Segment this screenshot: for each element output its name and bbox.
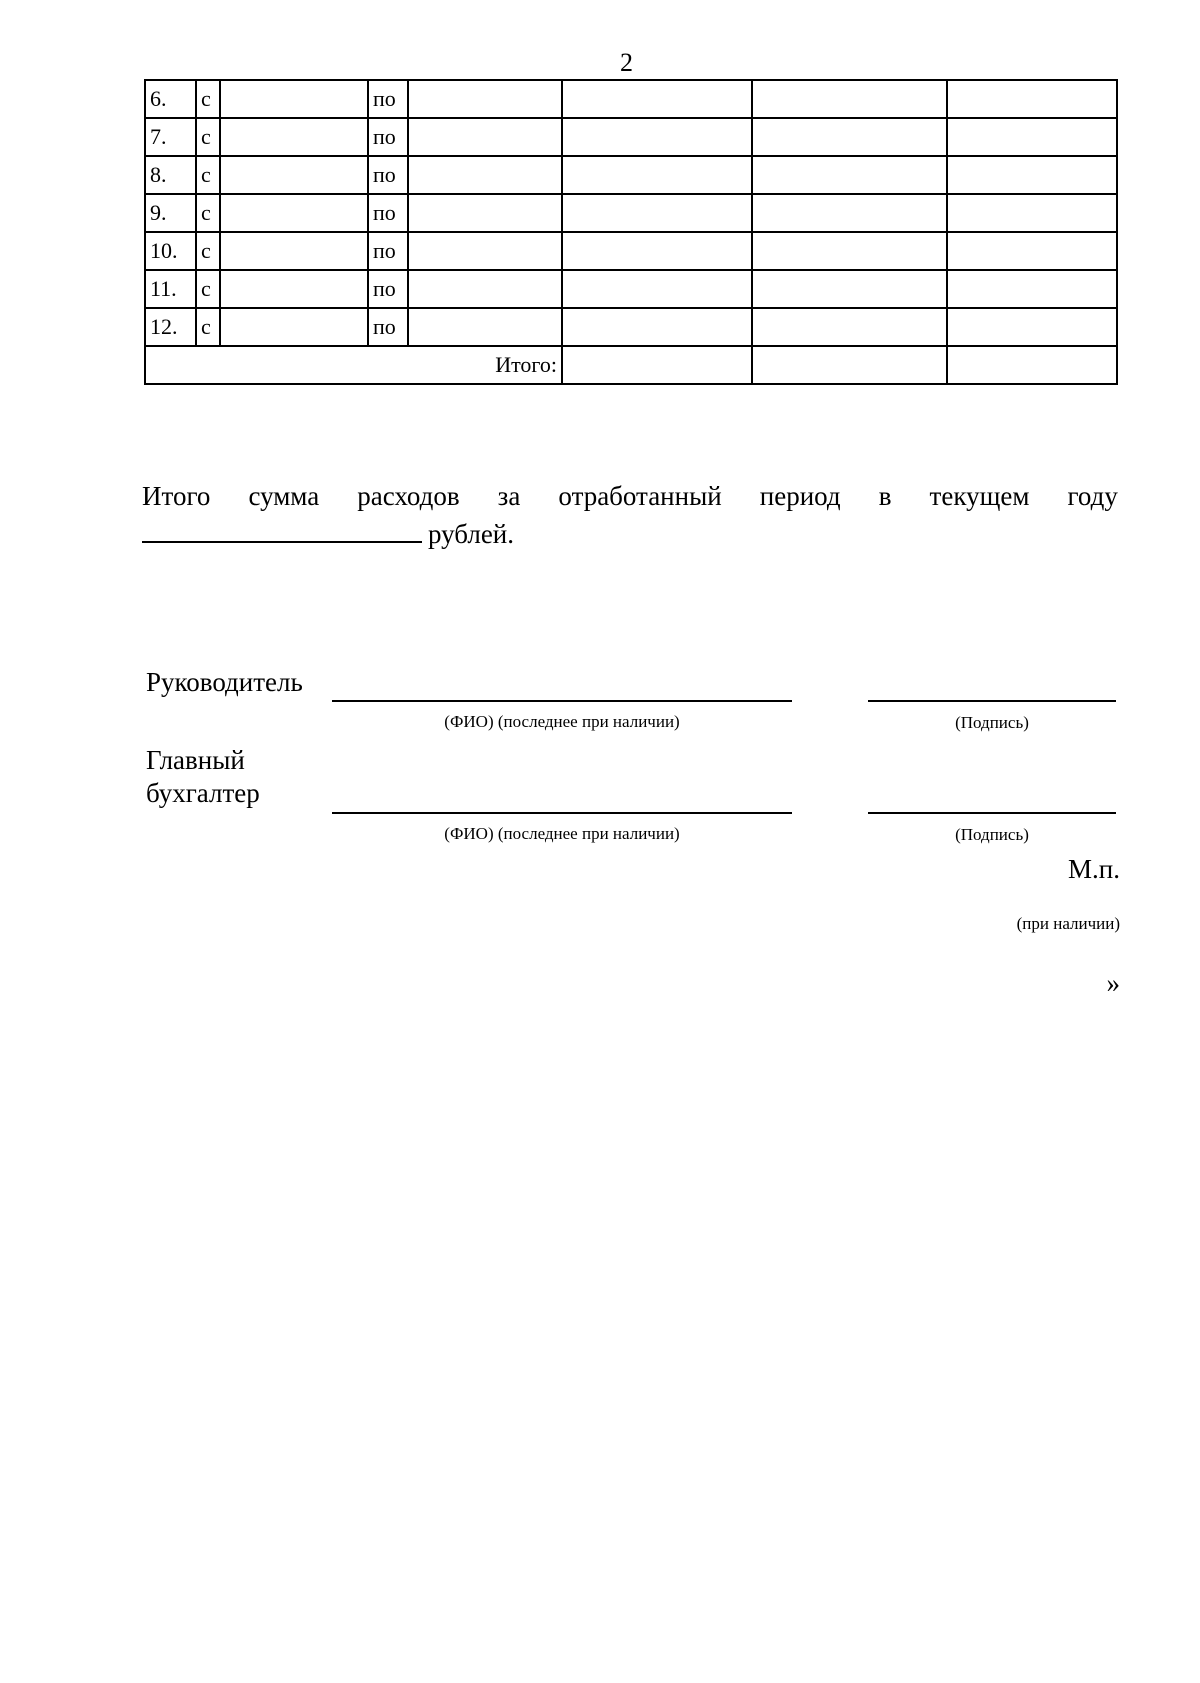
from-date-cell[interactable] — [220, 194, 368, 232]
table-row — [145, 118, 1117, 156]
from-date-cell[interactable] — [220, 80, 368, 118]
summary-word: Итого — [142, 481, 211, 511]
row-number: 6. — [145, 80, 196, 118]
expense-summary — [142, 480, 1118, 551]
value-cell[interactable] — [947, 270, 1117, 308]
from-label: с — [196, 270, 220, 308]
chief-accountant-signature-field[interactable] — [868, 812, 1116, 814]
from-label: с — [196, 308, 220, 346]
value-cell[interactable] — [947, 194, 1117, 232]
row-number: 11. — [145, 270, 196, 308]
amount-field[interactable] — [142, 513, 422, 543]
total-cell[interactable] — [947, 346, 1117, 384]
page-number: 2 — [620, 48, 633, 77]
summary-word: за — [497, 481, 521, 511]
value-cell[interactable] — [752, 232, 947, 270]
summary-word: отработанный — [558, 481, 722, 511]
from-label: с — [196, 194, 220, 232]
table-row — [145, 194, 1117, 232]
chief-accountant-label-line1: Главный — [146, 745, 245, 775]
value-cell[interactable] — [752, 308, 947, 346]
to-label: по — [368, 194, 408, 232]
stamp-label: М.п. — [1068, 854, 1120, 884]
value-cell[interactable] — [562, 270, 752, 308]
fio-caption: (ФИО) (последнее при наличии) — [444, 712, 680, 731]
value-cell[interactable] — [562, 156, 752, 194]
from-label: с — [196, 232, 220, 270]
from-label: с — [196, 80, 220, 118]
table-row — [145, 308, 1117, 346]
to-date-cell[interactable] — [408, 308, 562, 346]
row-number: 8. — [145, 156, 196, 194]
closing-quote: » — [1106, 968, 1120, 998]
to-date-cell[interactable] — [408, 232, 562, 270]
value-cell[interactable] — [947, 80, 1117, 118]
to-date-cell[interactable] — [408, 118, 562, 156]
value-cell[interactable] — [947, 232, 1117, 270]
table-row — [145, 270, 1117, 308]
value-cell[interactable] — [562, 194, 752, 232]
summary-sentence — [142, 480, 1118, 513]
value-cell[interactable] — [752, 270, 947, 308]
table-row — [145, 232, 1117, 270]
total-cell[interactable] — [752, 346, 947, 384]
fio-caption: (ФИО) (последнее при наличии) — [444, 824, 680, 843]
total-row — [145, 346, 1117, 384]
value-cell[interactable] — [947, 308, 1117, 346]
chief-accountant-fio-field[interactable] — [332, 812, 792, 814]
value-cell[interactable] — [752, 194, 947, 232]
summary-word: году — [1067, 481, 1118, 511]
value-cell[interactable] — [562, 118, 752, 156]
to-label: по — [368, 80, 408, 118]
row-number: 12. — [145, 308, 196, 346]
value-cell[interactable] — [947, 156, 1117, 194]
row-number: 10. — [145, 232, 196, 270]
value-cell[interactable] — [562, 232, 752, 270]
row-number: 7. — [145, 118, 196, 156]
to-label: по — [368, 156, 408, 194]
value-cell[interactable] — [947, 118, 1117, 156]
to-label: по — [368, 270, 408, 308]
to-label: по — [368, 308, 408, 346]
currency-label: рублей. — [428, 519, 515, 549]
from-label: с — [196, 156, 220, 194]
row-number: 9. — [145, 194, 196, 232]
from-date-cell[interactable] — [220, 232, 368, 270]
summary-word: расходов — [357, 481, 460, 511]
from-date-cell[interactable] — [220, 156, 368, 194]
summary-word: период — [759, 481, 841, 511]
total-cell[interactable] — [562, 346, 752, 384]
from-date-cell[interactable] — [220, 118, 368, 156]
signature-caption: (Подпись) — [955, 825, 1029, 844]
head-fio-field[interactable] — [332, 700, 792, 702]
to-date-cell[interactable] — [408, 80, 562, 118]
to-label: по — [368, 232, 408, 270]
to-label: по — [368, 118, 408, 156]
total-label: Итого: — [145, 346, 562, 384]
from-date-cell[interactable] — [220, 270, 368, 308]
value-cell[interactable] — [562, 308, 752, 346]
to-date-cell[interactable] — [408, 194, 562, 232]
stamp-note: (при наличии) — [1016, 914, 1120, 933]
value-cell[interactable] — [752, 118, 947, 156]
to-date-cell[interactable] — [408, 270, 562, 308]
from-label: с — [196, 118, 220, 156]
signature-caption: (Подпись) — [955, 713, 1029, 732]
table-row — [145, 80, 1117, 118]
summary-word: сумма — [248, 481, 320, 511]
value-cell[interactable] — [752, 80, 947, 118]
chief-accountant-label-line2: бухгалтер — [146, 778, 260, 808]
value-cell[interactable] — [562, 80, 752, 118]
head-signature-field[interactable] — [868, 700, 1116, 702]
summary-word: текущем — [929, 481, 1030, 511]
head-label: Руководитель — [146, 667, 303, 697]
from-date-cell[interactable] — [220, 308, 368, 346]
expense-table — [144, 79, 1118, 385]
value-cell[interactable] — [752, 156, 947, 194]
summary-word: в — [878, 481, 892, 511]
to-date-cell[interactable] — [408, 156, 562, 194]
table-row — [145, 156, 1117, 194]
